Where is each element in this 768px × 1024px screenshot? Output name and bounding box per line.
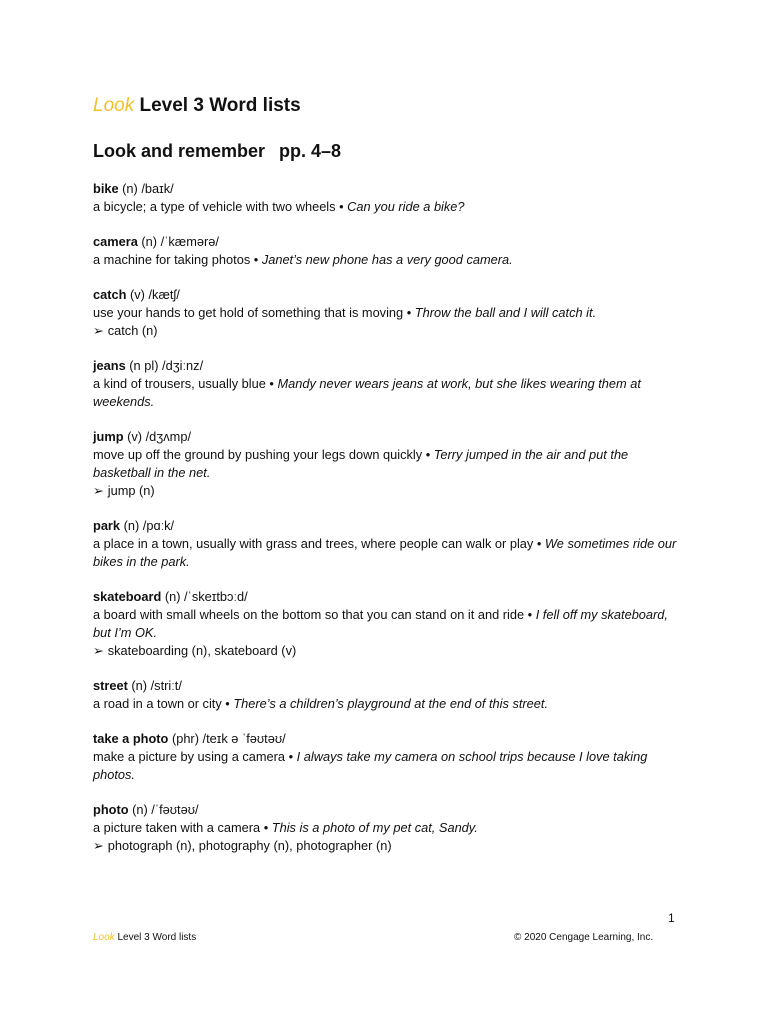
part-of-speech: (phr)	[171, 731, 199, 746]
definition: make a picture by using a camera •	[93, 749, 294, 764]
definition: a board with small wheels on the bottom so that you can stand on it and ride •	[93, 607, 533, 622]
footer-title-text: Level 3 Word lists	[117, 932, 197, 943]
definition: a kind of trousers, usually blue •	[93, 376, 274, 391]
word-entry	[93, 357, 678, 411]
pronunciation: /teɪk ə ˈfəʊtəʊ/	[202, 731, 286, 746]
word-entry	[93, 233, 678, 269]
entry-headline	[93, 588, 678, 606]
headword: street	[93, 678, 128, 693]
definition: a road in a town or city •	[93, 696, 230, 711]
part-of-speech: (n)	[141, 234, 158, 249]
headword: catch	[93, 287, 127, 302]
part-of-speech: (n)	[122, 181, 138, 196]
entry-headline	[93, 517, 678, 535]
example-sentence: There’s a children’s playground at the end of this street.	[233, 696, 549, 711]
definition: a bicycle; a type of vehicle with two wheels •	[93, 199, 344, 214]
pronunciation: /baɪk/	[141, 181, 174, 196]
part-of-speech: (v)	[130, 287, 145, 302]
example-sentence: I fell off my skateboard, but I’m OK.	[93, 607, 668, 640]
page-number: 1	[668, 911, 675, 925]
derived-text: jump (n)	[107, 483, 155, 498]
definition-line	[93, 304, 678, 322]
part-of-speech: (n)	[131, 678, 148, 693]
headword: photo	[93, 802, 129, 817]
word-entry	[93, 517, 678, 571]
definition-line	[93, 446, 678, 482]
word-list	[93, 180, 678, 872]
entry-headline	[93, 233, 678, 251]
pronunciation: /kætʃ/	[148, 287, 180, 302]
brand-look: Look	[93, 95, 135, 116]
entry-headline	[93, 801, 678, 819]
entry-headline	[93, 180, 678, 198]
arrow-icon: ➢	[93, 643, 104, 658]
entry-headline	[93, 730, 678, 748]
part-of-speech: (n)	[164, 589, 181, 604]
derived-forms	[93, 482, 678, 500]
definition-line	[93, 535, 678, 571]
definition-line	[93, 198, 678, 216]
headword: take a photo	[93, 731, 169, 746]
footer-brand: Look	[93, 932, 115, 943]
derived-text: catch (n)	[107, 323, 158, 338]
definition: move up off the ground by pushing your legs down quickly •	[93, 447, 431, 462]
derived-forms	[93, 837, 678, 855]
entry-headline	[93, 357, 678, 375]
definition-line	[93, 375, 678, 411]
word-entry	[93, 730, 678, 784]
pronunciation: /dʒiːnz/	[162, 358, 204, 373]
pronunciation: /striːt/	[150, 678, 182, 693]
arrow-icon: ➢	[93, 838, 104, 853]
derived-forms	[93, 322, 678, 340]
definition: a place in a town, usually with grass and trees, where people can walk or play •	[93, 536, 542, 551]
word-entry	[93, 286, 678, 340]
definition: a machine for taking photos •	[93, 252, 259, 267]
part-of-speech: (n pl)	[129, 358, 159, 373]
example-sentence: Can you ride a bike?	[347, 199, 465, 214]
pronunciation: /dʒʌmp/	[145, 429, 192, 444]
word-entry	[93, 428, 678, 500]
definition-line	[93, 251, 678, 269]
pronunciation: /ˈskeɪtbɔːd/	[184, 589, 248, 604]
title-text: Level 3 Word lists	[139, 95, 301, 116]
arrow-icon: ➢	[93, 323, 104, 338]
derived-text: photograph (n), photography (n), photographer (n)	[107, 838, 392, 853]
example-sentence: We sometimes ride our bikes in the park.	[93, 536, 677, 569]
section-pages: pp. 4–8	[279, 141, 342, 161]
entry-headline	[93, 428, 678, 446]
entry-headline	[93, 677, 678, 695]
pronunciation: /ˈfəʊtəʊ/	[151, 802, 199, 817]
example-sentence: Mandy never wears jeans at work, but she likes wearing them at weekends.	[93, 376, 641, 409]
pronunciation: /ˈkæmərə/	[160, 234, 219, 249]
definition-line	[93, 695, 678, 713]
word-entry	[93, 180, 678, 216]
part-of-speech: (v)	[127, 429, 143, 444]
definition-line	[93, 606, 678, 642]
entry-headline	[93, 286, 678, 304]
part-of-speech: (n)	[123, 518, 140, 533]
headword: skateboard	[93, 589, 162, 604]
headword: jump	[93, 429, 124, 444]
footer-copyright: © 2020 Cengage Learning, Inc.	[514, 932, 654, 943]
derived-text: skateboarding (n), skateboard (v)	[107, 643, 297, 658]
word-entry	[93, 677, 678, 713]
example-sentence: This is a photo of my pet cat, Sandy.	[271, 820, 478, 835]
pronunciation: /pɑːk/	[142, 518, 175, 533]
definition: a picture taken with a camera •	[93, 820, 269, 835]
example-sentence: Janet’s new phone has a very good camera.	[261, 252, 513, 267]
headword: camera	[93, 234, 138, 249]
example-sentence: Terry jumped in the air and put the basketball in the net.	[93, 447, 629, 480]
arrow-icon: ➢	[93, 483, 104, 498]
example-sentence: I always take my camera on school trips because I love taking photos.	[93, 749, 648, 782]
definition-line	[93, 748, 678, 784]
part-of-speech: (n)	[132, 802, 148, 817]
headword: park	[93, 518, 121, 533]
section-name: Look and remember	[93, 141, 266, 161]
section-heading	[93, 141, 341, 162]
headword: jeans	[93, 358, 126, 373]
footer-title	[93, 932, 196, 943]
word-entry	[93, 801, 678, 855]
headword: bike	[93, 181, 119, 196]
derived-forms	[93, 642, 678, 660]
definition-line	[93, 819, 678, 837]
word-entry	[93, 588, 678, 660]
example-sentence: Throw the ball and I will catch it.	[414, 305, 597, 320]
document-title	[93, 95, 301, 117]
definition: use your hands to get hold of something that is moving •	[93, 305, 412, 320]
